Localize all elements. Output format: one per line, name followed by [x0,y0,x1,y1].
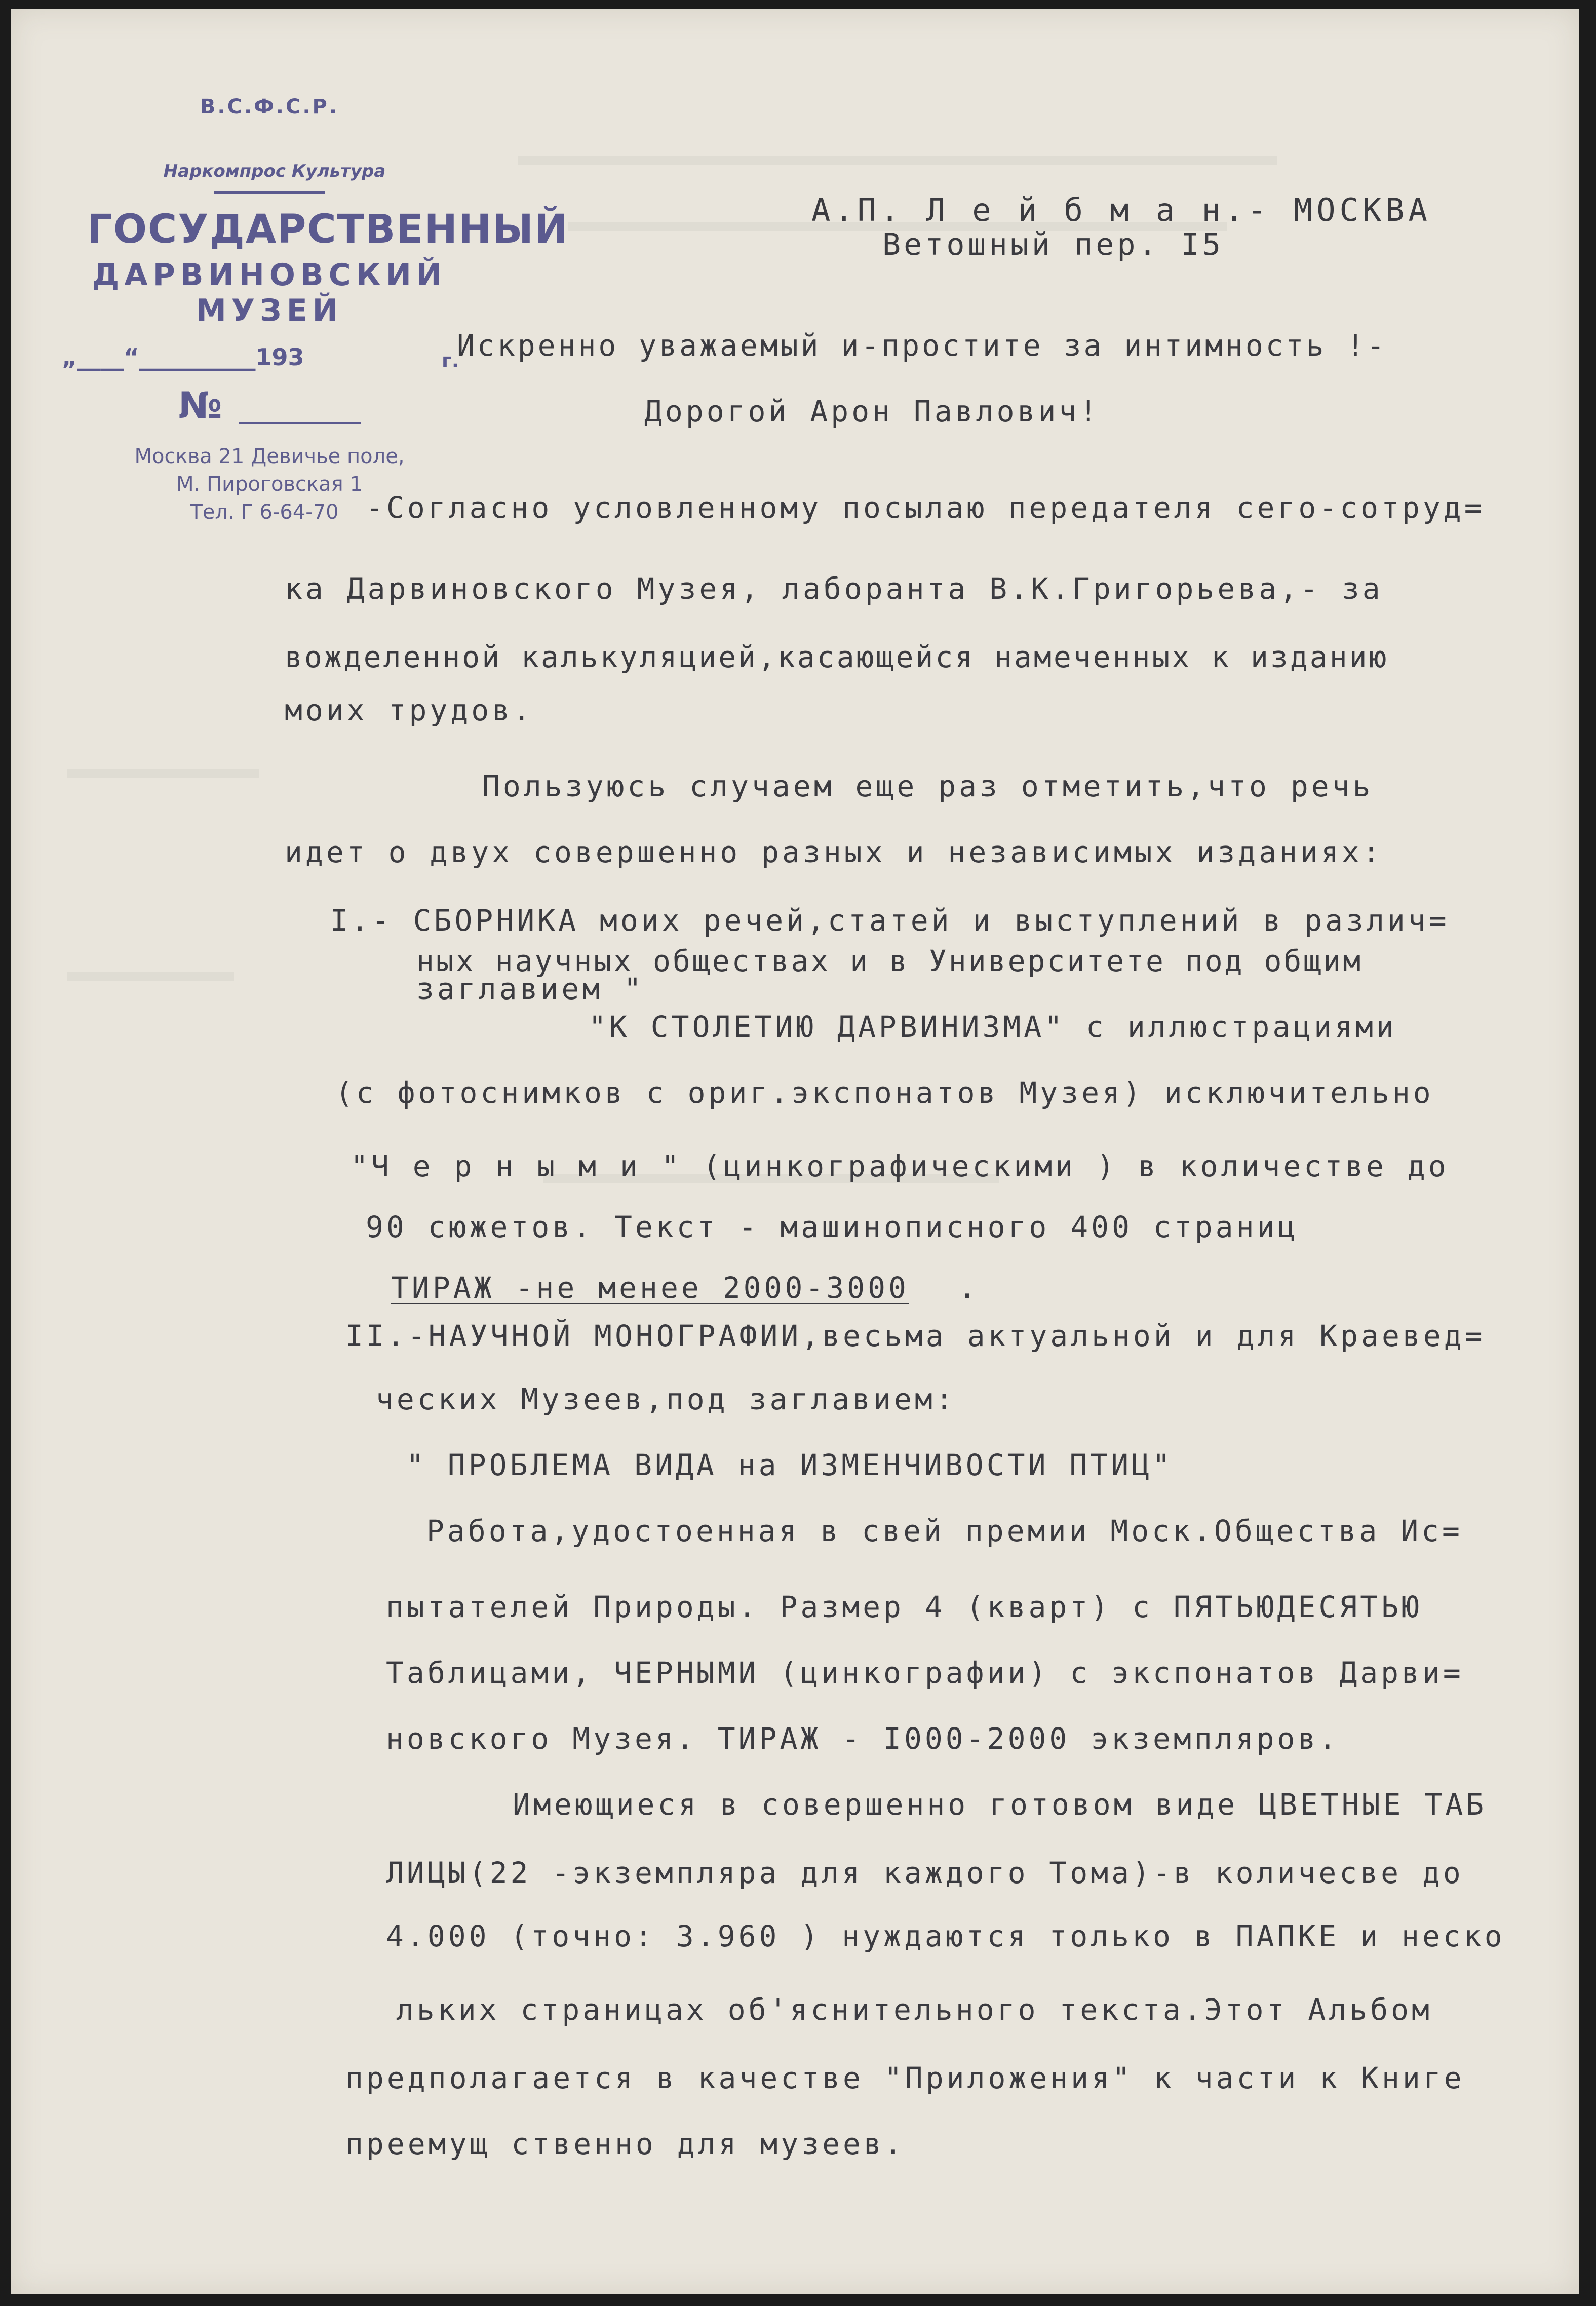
item-one-print-run-dot: . [958,1271,979,1305]
stamp-line-rsfsr: В.С.Ф.С.Р. [200,95,339,119]
item-two-line: пытателей Природы. Размер 4 (кварт) с ПЯТЬЮДЕСЯТЬЮ [386,1590,1422,1624]
body-line: преемущ ственно для музеев. [345,2127,905,2161]
item-two-line: II.-НАУЧНОЙ МОНОГРАФИИ,весьма актуальной и для Краевед= [345,1319,1486,1353]
bleed-through-line [67,769,259,778]
stamp-number-label: № [178,384,222,427]
item-one-print-run: ТИРАЖ -не менее 2000-3000 [391,1271,909,1305]
bleed-through-line [518,156,1277,165]
recipient-name: А.П. Л е й б м а н.- МОСКВА [811,191,1431,228]
body-line: Имеющиеся в совершенно готовом виде ЦВЕТНЫЕ ТАБ [513,1787,1487,1822]
stamp-date-line: „____“__________193 [62,343,304,371]
item-one-line: заглавием " [416,972,645,1006]
body-line: льких страницах об'яснительного текста.Этот Альбом [396,1992,1432,2027]
greeting-line-1: Искренно уважаемый и-простите за интимность !- [457,328,1387,363]
item-two-line: Таблицами, ЧЕРНЫМИ (цинкографии) с экспонатов Дарви= [386,1656,1464,1690]
body-line: ЛИЦЫ(22 -экземпляра для каждого Тома)-в количесве до [386,1856,1464,1890]
body-line: вожделенной калькуляцией,касающейся намеченных к изданию [285,640,1389,674]
body-line: предполагается в качестве "Приложения" к части к Книге [345,2061,1465,2095]
stamp-number-line [239,422,361,424]
item-one-line: I.- СБОРНИКА моих речей,статей и выступлений в различ= [330,903,1450,938]
body-line: -Согласно условленному посылаю передателя сего-сотруд= [366,490,1485,525]
body-line: моих трудов. [285,693,534,727]
item-one-line: "Ч е р н ы м и " (цинкографическими ) в количестве до [351,1149,1449,1183]
item-one-line: (с фотоснимков с ориг.экспонатов Музея) исключительно [335,1075,1434,1110]
stamp-divider [214,191,325,194]
stamp-address-2: М. Пироговская 1 [176,473,363,496]
stamp-line-state: ГОСУДАРСТВЕННЫЙ [87,207,569,252]
stamp-line-ministry: Наркомпрос Культура [163,161,386,181]
body-line: идет о двух совершенно разных и независимых изданиях: [285,835,1383,869]
bleed-through-line [67,972,234,981]
item-one-line: ных научных обществах и в Университете под общим [416,944,1363,978]
greeting-line-2: Дорогой Арон Павлович! [644,394,1101,429]
stamp-line-museum: ДАРВИНОВСКИЙ МУЗЕЙ [92,257,447,328]
letter-page [11,9,1579,2294]
item-one-line: 90 сюжетов. Текст - машинописного 400 страниц [366,1210,1299,1244]
body-line: ка Дарвиновского Музея, лаборанта В.К.Григорьева,- за [285,571,1383,606]
stamp-address-1: Москва 21 Девичье поле, [134,445,405,468]
recipient-address: Ветошный пер. I5 [882,227,1224,262]
body-line: 4.000 (точно: 3.960 ) нуждаются только в ПАПКЕ и неско [386,1919,1505,1953]
stamp-phone: Тел. Г 6-64-70 [190,501,339,524]
stamp-date-suffix: г. [442,350,459,372]
body-line: Пользуюсь случаем еще раз отметить,что речь [482,769,1374,803]
item-two-title: " ПРОБЛЕМА ВИДА на ИЗМЕНЧИВОСТИ ПТИЦ" [406,1448,1174,1482]
item-two-line: новского Музея. ТИРАЖ - I000-2000 экземпляров. [386,1721,1340,1756]
item-two-line: Работа,удостоенная в свей премии Моск.Общества Ис= [426,1514,1463,1548]
item-two-line: ческих Музеев,под заглавием: [376,1382,956,1416]
item-one-title: "К СТОЛЕТИЮ ДАРВИНИЗМА" с иллюстрациями [589,1010,1397,1044]
